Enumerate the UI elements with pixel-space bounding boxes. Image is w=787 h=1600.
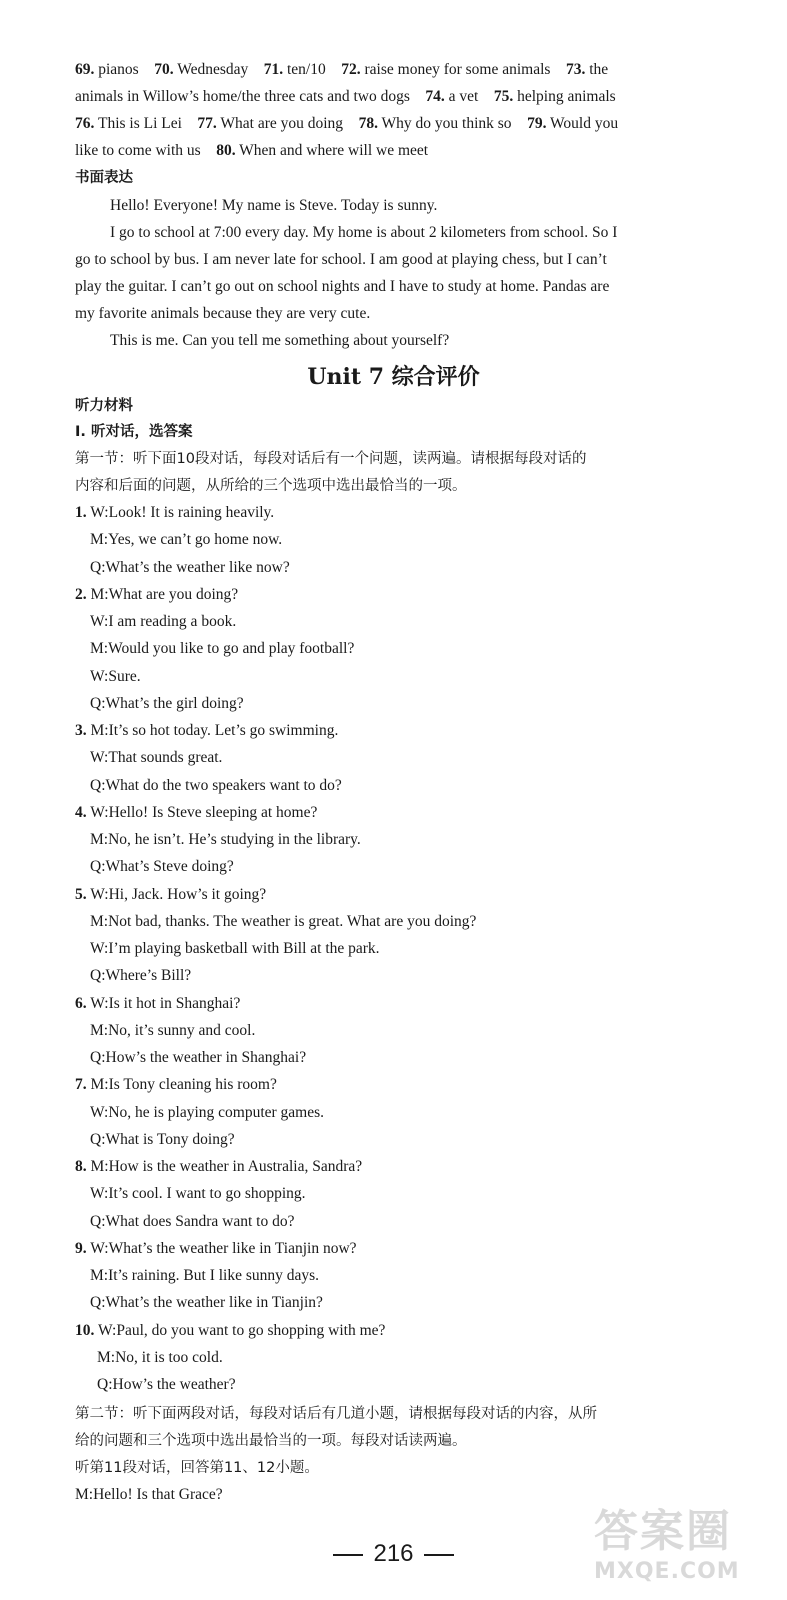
dialog-line: M:Not bad, thanks. The weather is great. What are you doing? — [90, 913, 477, 930]
watermark-logo — [594, 1495, 769, 1590]
dialog-line: M:No, he isn’t. He’s studying in the library. — [90, 831, 361, 848]
dialog-line: Q:What does Sandra want to do? — [90, 1213, 295, 1230]
dialog-number: 7. — [75, 1076, 87, 1093]
dialog-first-line: 3. M:It’s so hot today. Let’s go swimming. — [75, 722, 339, 739]
dialog-first-line: 7. M:Is Tony cleaning his room? — [75, 1076, 277, 1093]
page-number-dash-right — [424, 1554, 454, 1556]
part-2-instructions-line-3: 听第11段对话，回答第11、12小题。 — [75, 1460, 319, 1476]
dialog-line: M:Yes, we can’t go home now. — [90, 531, 283, 548]
dialog-line: M:No, it’s sunny and cool. — [90, 1022, 256, 1039]
dialog-number: 1. — [75, 504, 87, 521]
part-2-instructions-line-1: 第二节：听下面两段对话，每段对话后有几道小题，请根据每段对话的内容，从所 — [75, 1406, 597, 1422]
dialog-line: Q:How’s the weather in Shanghai? — [90, 1049, 307, 1066]
dialog-line: Q:What do the two speakers want to do? — [90, 777, 342, 794]
dialog-line: M:Would you like to go and play football? — [90, 640, 355, 657]
listening-section-1: Ⅰ. 听对话，选答案 — [75, 424, 193, 440]
answers-line-4: like to come with us 80. When and where will we meet — [75, 142, 429, 159]
dialog-first-line: 4. W:Hello! Is Steve sleeping at home? — [75, 804, 318, 821]
dialog-line: W:I am reading a book. — [90, 613, 237, 630]
dialog-line: M:No, it is too cold. — [97, 1349, 223, 1366]
dialog-line: W:It’s cool. I want to go shopping. — [90, 1185, 306, 1202]
dialog-first-line: 9. W:What’s the weather like in Tianjin now? — [75, 1240, 357, 1257]
dialog-line: M:It’s raining. But I like sunny days. — [90, 1267, 320, 1284]
dialog-first-line: 6. W:Is it hot in Shanghai? — [75, 995, 241, 1012]
dialog-number: 6. — [75, 995, 87, 1012]
dialog-line: Q:What’s Steve doing? — [90, 858, 234, 875]
listening-heading: 听力材料 — [75, 398, 133, 414]
writing-heading: 书面表达 — [75, 170, 133, 186]
dialog-number: 2. — [75, 586, 87, 603]
dialog-line: Q:What’s the weather like now? — [90, 559, 290, 576]
dialog-first-line: 8. M:How is the weather in Australia, Sandra? — [75, 1158, 363, 1175]
page-number: 216 — [0, 1540, 787, 1568]
dialog-11-first-line: M:Hello! Is that Grace? — [75, 1486, 223, 1503]
dialog-number: 10. — [75, 1322, 95, 1339]
dialog-line: W:That sounds great. — [90, 749, 223, 766]
part-1-instructions-line-2: 内容和后面的问题，从所给的三个选项中选出最恰当的一项。 — [75, 478, 467, 494]
writing-paragraph-1: Hello! Everyone! My name is Steve. Today is sunny. — [110, 197, 438, 214]
answers-line-3: 76. This is Li Lei 77. What are you doing 78. Why do you think so 79. Would you — [75, 115, 619, 132]
answers-line-1: 69. pianos 70. Wednesday 71. ten/10 72. raise money for some animals 73. the — [75, 61, 609, 78]
dialog-line: Q:Where’s Bill? — [90, 967, 192, 984]
dialog-number: 3. — [75, 722, 87, 739]
watermark-text: 答案圈 — [594, 1506, 732, 1557]
dialog-line: W:Sure. — [90, 668, 141, 685]
dialog-first-line: 5. W:Hi, Jack. How’s it going? — [75, 886, 267, 903]
unit-title: Unit 7 综合评价 — [307, 364, 480, 390]
dialog-first-line: 10. W:Paul, do you want to go shopping with me? — [75, 1322, 386, 1339]
dialog-line: W:No, he is playing computer games. — [90, 1104, 325, 1121]
dialog-number: 9. — [75, 1240, 87, 1257]
dialog-number: 5. — [75, 886, 87, 903]
answers-line-2: animals in Willow’s home/the three cats and two dogs 74. a vet 75. helping animals — [75, 88, 616, 105]
writing-paragraph-2-line-3: play the guitar. I can’t go out on school nights and I have to study at home. Pandas are — [75, 278, 610, 295]
dialog-first-line: 1. W:Look! It is raining heavily. — [75, 504, 275, 521]
dialog-number: 8. — [75, 1158, 87, 1175]
watermark-url: MXQE.COM — [594, 1559, 740, 1584]
writing-paragraph-2-line-4: my favorite animals because they are very cute. — [75, 305, 371, 322]
dialog-line: Q:What is Tony doing? — [90, 1131, 235, 1148]
dialog-line: W:I’m playing basketball with Bill at the park. — [90, 940, 380, 957]
dialog-line: Q:How’s the weather? — [97, 1376, 236, 1393]
part-2-instructions-line-2: 给的问题和三个选项中选出最恰当的一项。每段对话读两遍。 — [75, 1433, 467, 1449]
writing-paragraph-3: This is me. Can you tell me something about yourself? — [110, 332, 450, 349]
writing-paragraph-2-line-2: go to school by bus. I am never late for school. I am good at playing chess, but I can’t — [75, 251, 607, 268]
dialog-number: 4. — [75, 804, 87, 821]
dialog-first-line: 2. M:What are you doing? — [75, 586, 239, 603]
dialog-line: Q:What’s the weather like in Tianjin? — [90, 1294, 323, 1311]
part-1-instructions-line-1: 第一节：听下面10段对话，每段对话后有一个问题，读两遍。请根据每段对话的 — [75, 451, 587, 467]
page-number-dash-left — [333, 1554, 363, 1556]
dialog-line: Q:What’s the girl doing? — [90, 695, 244, 712]
writing-paragraph-2-line-1: I go to school at 7:00 every day. My home is about 2 kilometers from school. So I — [110, 224, 618, 241]
